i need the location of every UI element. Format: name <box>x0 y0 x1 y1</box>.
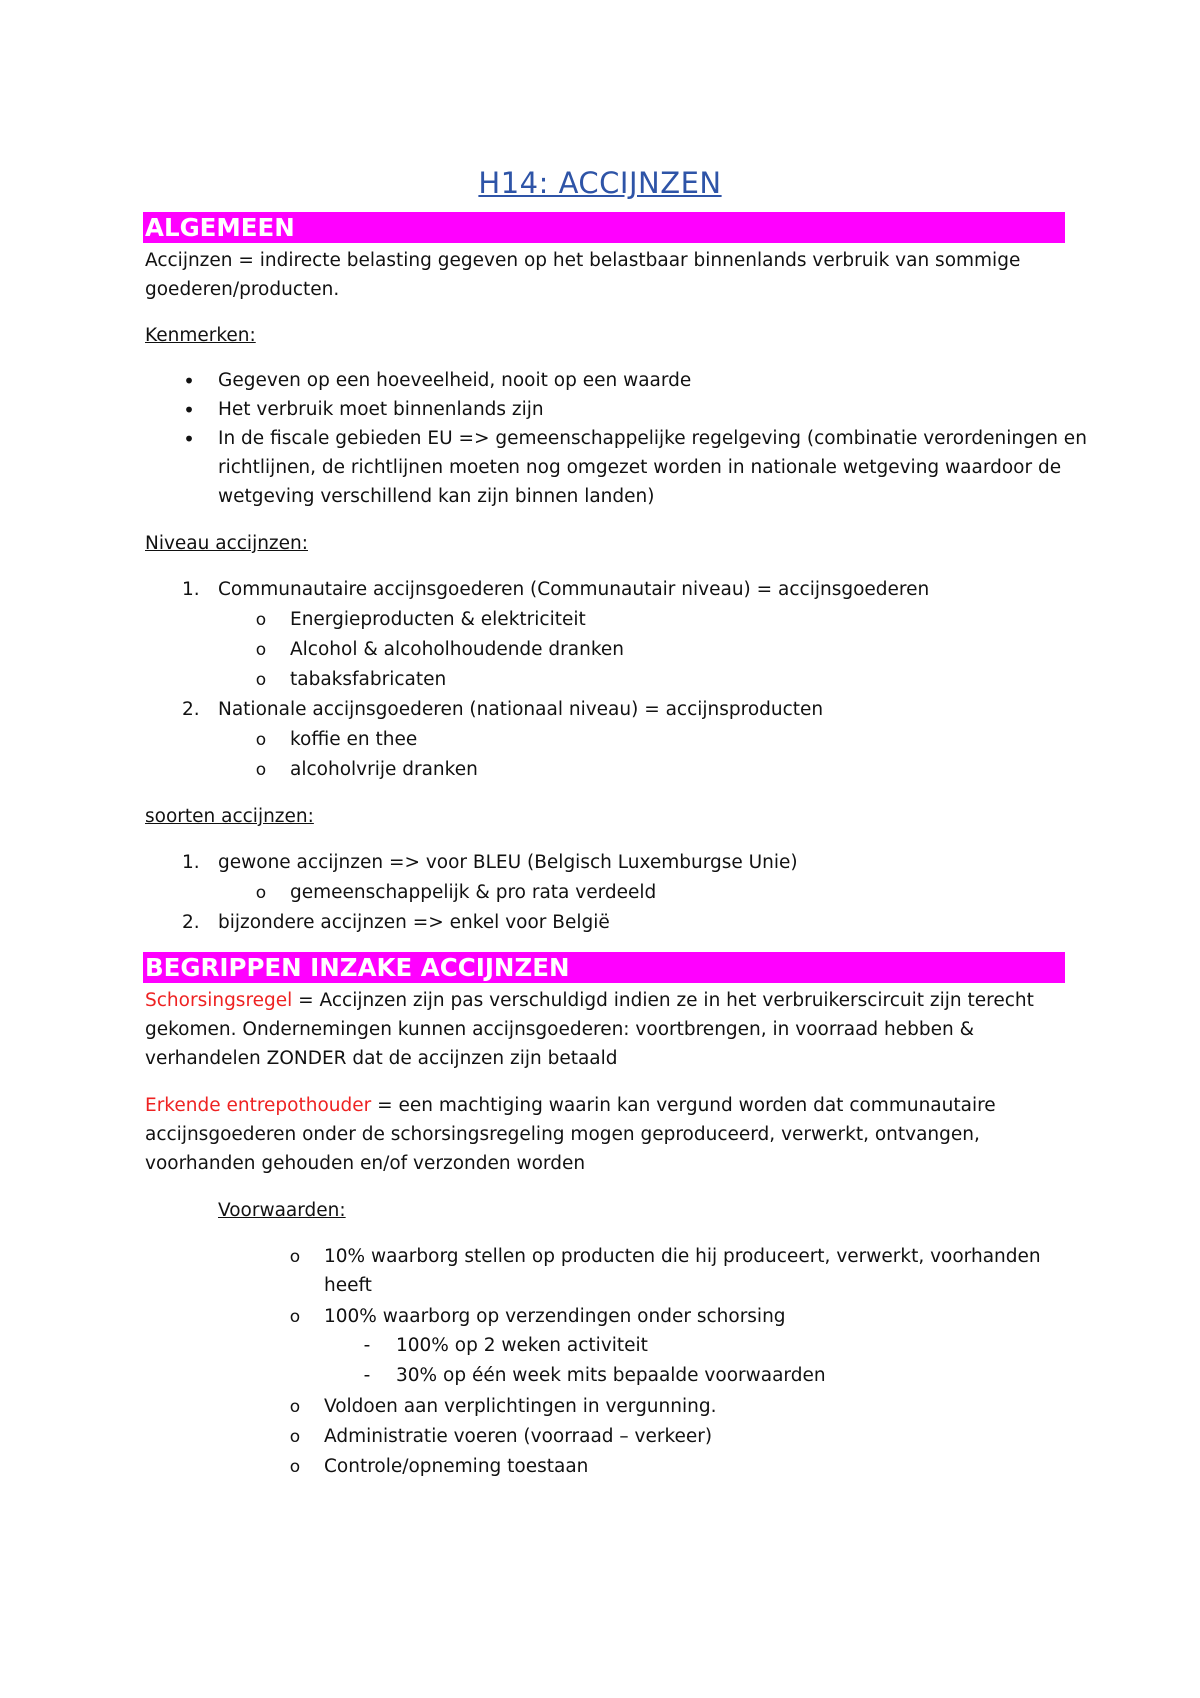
definition-line: Accijnzen = indirecte belasting gegeven op het belastbaar binnenlands verbruik van sommige <box>145 250 1021 271</box>
list-item: Administratie voeren (voorraad – verkeer) <box>324 1426 713 1447</box>
term-schorsingsregel: Schorsingsregel <box>145 990 293 1011</box>
sub-list-item: koffie en thee <box>290 729 418 750</box>
kenmerken-label: Kenmerken: <box>145 325 256 346</box>
sub-list-item: 100% op 2 weken activiteit <box>396 1335 648 1356</box>
bullet-dot-icon: • <box>183 369 195 393</box>
bullet-dot-icon: • <box>183 427 195 451</box>
definition-text: = Accijnzen zijn pas verschuldigd indien ze in het verbruikerscircuit zijn terecht <box>292 990 1034 1011</box>
sub-list-item: Alcohol & alcoholhoudende dranken <box>290 639 625 660</box>
list-item: Communautaire accijnsgoederen (Communautair niveau) = accijnsgoederen <box>218 579 930 600</box>
list-item: 10% waarborg stellen op producten die hij produceert, verwerkt, voorhanden <box>324 1246 1041 1267</box>
list-item: 100% waarborg op verzendingen onder schorsing <box>324 1306 786 1327</box>
circle-bullet-icon: o <box>289 1307 301 1327</box>
list-item: bijzondere accijnzen => enkel voor België <box>218 912 610 933</box>
list-item: In de fiscale gebieden EU => gemeenschappelijke regelgeving (combinatie verordeningen en <box>218 428 1087 449</box>
definition-line: accijnsgoederen onder de schorsingsregeling mogen geproduceerd, verwerkt, ontvangen, <box>145 1124 980 1145</box>
sub-list-item: tabaksfabricaten <box>290 669 447 690</box>
circle-bullet-icon: o <box>255 730 267 750</box>
definition-line <box>145 987 1034 1015</box>
sub-list-item: Energieproducten & elektriciteit <box>290 609 586 630</box>
bullet-dot-icon: • <box>183 398 195 422</box>
circle-bullet-icon: o <box>255 883 267 903</box>
definition-line: voorhanden gehouden en/of verzonden worden <box>145 1153 586 1174</box>
list-item: gewone accijnzen => voor BLEU (Belgisch Luxemburgse Unie) <box>218 852 798 873</box>
niveau-label: Niveau accijnzen: <box>145 533 308 554</box>
dash-bullet-icon: - <box>363 1335 371 1356</box>
circle-bullet-icon: o <box>289 1247 301 1267</box>
page-title: H14: ACCIJNZEN <box>478 166 722 200</box>
list-number: 2. <box>182 699 200 720</box>
list-item-continued: richtlijnen, de richtlijnen moeten nog omgezet worden in nationale wetgeving waardoor de <box>218 457 1062 478</box>
circle-bullet-icon: o <box>289 1427 301 1447</box>
circle-bullet-icon: o <box>255 760 267 780</box>
definition-line: goederen/producten. <box>145 279 340 300</box>
definition-line: verhandelen ZONDER dat de accijnzen zijn betaald <box>145 1048 618 1069</box>
list-item: Het verbruik moet binnenlands zijn <box>218 399 544 420</box>
list-item-continued: heeft <box>324 1275 372 1296</box>
circle-bullet-icon: o <box>289 1457 301 1477</box>
section-heading-algemeen: ALGEMEEN <box>143 212 1065 243</box>
list-item: Voldoen aan verplichtingen in vergunning. <box>324 1396 717 1417</box>
definition-line <box>145 1092 996 1120</box>
list-item-continued: wetgeving verschillend kan zijn binnen landen) <box>218 486 655 507</box>
section-heading-begrippen: BEGRIPPEN INZAKE ACCIJNZEN <box>143 952 1065 983</box>
circle-bullet-icon: o <box>255 610 267 630</box>
list-number: 1. <box>182 852 200 873</box>
dash-bullet-icon: - <box>363 1365 371 1386</box>
definition-text: = een machtiging waarin kan vergund worden dat communautaire <box>371 1095 996 1116</box>
list-item: Gegeven op een hoeveelheid, nooit op een waarde <box>218 370 692 391</box>
list-number: 2. <box>182 912 200 933</box>
sub-list-item: alcoholvrije dranken <box>290 759 478 780</box>
soorten-label: soorten accijnzen: <box>145 806 314 827</box>
list-number: 1. <box>182 579 200 600</box>
list-item: Controle/opneming toestaan <box>324 1456 589 1477</box>
sub-list-item: gemeenschappelijk & pro rata verdeeld <box>290 882 657 903</box>
sub-list-item: 30% op één week mits bepaalde voorwaarden <box>396 1365 826 1386</box>
circle-bullet-icon: o <box>289 1397 301 1417</box>
voorwaarden-label: Voorwaarden: <box>218 1200 346 1221</box>
term-erkende-entrepothouder: Erkende entrepothouder <box>145 1095 372 1116</box>
circle-bullet-icon: o <box>255 640 267 660</box>
list-item: Nationale accijnsgoederen (nationaal niveau) = accijnsproducten <box>218 699 824 720</box>
definition-line: gekomen. Ondernemingen kunnen accijnsgoederen: voortbrengen, in voorraad hebben & <box>145 1019 975 1040</box>
circle-bullet-icon: o <box>255 670 267 690</box>
